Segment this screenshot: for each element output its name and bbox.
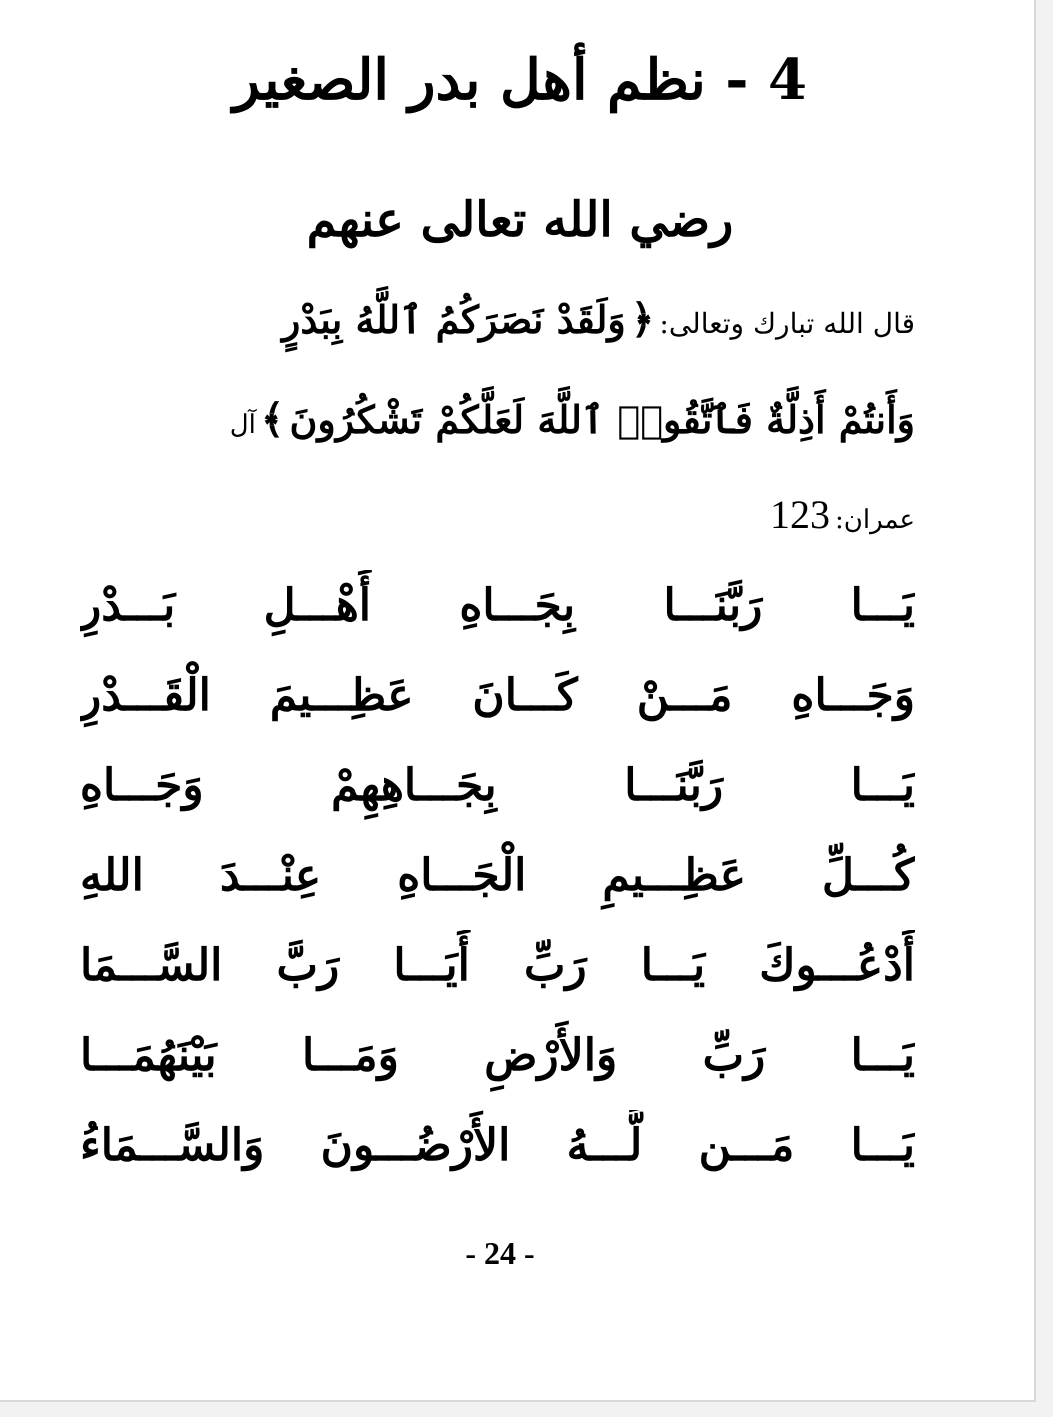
page-title: 4 - نظم أهل بدر الصغير [232,47,807,113]
poem-line: يَـــا رَبَّنَـــا بِجَـــاهِهِمْ وَجَـــاهِ [80,760,915,811]
poem-line: كُـــلِّ عَظِـــيمِ الْجَـــاهِ عِنْـــدَ اللهِ [80,850,915,901]
poem-line: يَـــا رَبِّ وَالأَرْضِ وَمَـــا بَيْنَهُمَـــا [80,1030,915,1081]
quote-close-bracket: ﴾ [260,396,285,443]
poem [80,570,915,1200]
verse-text-part-1: وَلَقَدْ نَصَرَكُمُ ٱللَّهُ بِبَدْرٍ [281,297,626,342]
quote-line-3 [80,485,915,545]
verse-ayah-number: 123 [769,492,830,537]
quote-line-2 [80,385,915,485]
poem-line: أَدْعُـــوكَ يَـــا رَبِّ أَيَـــا رَبَّ السَّـــمَا [80,940,915,991]
page-number: - 24 - [465,1235,535,1271]
verse-reference-surah: آل [229,410,256,440]
quote-open-bracket: ﴿ [630,296,655,343]
poem-line: يَـــا مَـــن لَّـــهُ الأَرْضُـــونَ وَالسَّـــمَاءُ [80,1120,915,1171]
page-subtitle: رضي الله تعالى عنهم [306,192,734,248]
quote-line-1 [80,285,915,385]
verse-text-part-2: وَأَنتُمْ أَذِلَّةٌ فَٱتَّقُوا۟ ٱللَّهَ لَعَلَّكُمْ تَشْكُرُونَ [289,397,915,442]
poem-line: وَجَـــاهِ مَـــنْ كَـــانَ عَظِـــيمَ الْقَـــدْرِ [80,670,915,721]
quran-quote [80,285,915,545]
poem-line: يَـــا رَبَّنَـــا بِجَـــاهِ أَهْـــلِ بَـــدْرِ [80,580,915,631]
quote-intro: قال الله تبارك وتعالى: [659,307,915,340]
verse-reference-surah-2: عمران: [835,505,915,535]
